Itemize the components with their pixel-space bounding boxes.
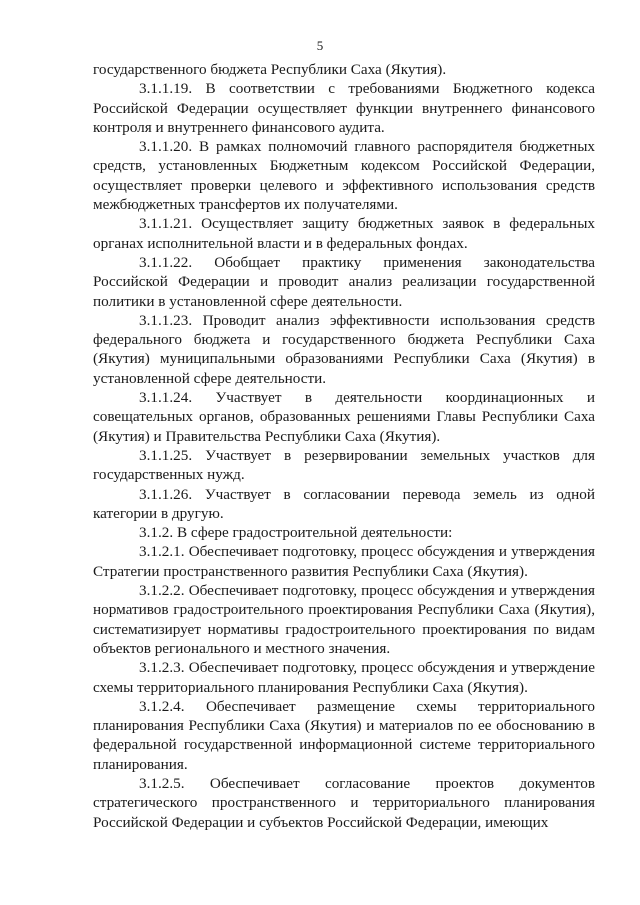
paragraph-3-1-1-19: 3.1.1.19. В соответствии с требованиями Бюджетного кодекса Российской Федерации осуществляет функции внутреннего финансового контроля и внутреннего финансового аудита. bbox=[93, 80, 595, 136]
paragraph-3-1-2-heading: 3.1.2. В сфере градостроительной деятельности: bbox=[139, 524, 453, 542]
paragraph-3-1-2-3: 3.1.2.3. Обеспечивает подготовку, процесс обсуждения и утверждение схемы территориального планирования Республики Саха (Якутия). bbox=[93, 659, 595, 696]
page-number: 5 bbox=[316, 38, 324, 53]
paragraph-3-1-2-1: 3.1.2.1. Обеспечивает подготовку, процесс обсуждения и утверждения Стратегии пространственного развития Республики Саха (Якутия). bbox=[93, 543, 595, 580]
paragraph-3-1-1-24: 3.1.1.24. Участвует в деятельности координационных и совещательных органов, образованных решениями Главы Республики Саха (Якутия) и Правительства Республики Саха (Якутия). bbox=[93, 389, 595, 445]
document-body bbox=[93, 60, 595, 832]
paragraph-3-1-1-26: 3.1.1.26. Участвует в согласовании перевода земель из одной категории в другую. bbox=[93, 485, 595, 522]
paragraph-3-1-1-20: 3.1.1.20. В рамках полномочий главного распорядителя бюджетных средств, установленных Бюджетным кодексом Российской Федерации, осуществляет проверки целевого и эффективного использования средств межбюджетных трансфертов их получателями. bbox=[93, 138, 595, 214]
paragraph-3-1-2-4: 3.1.2.4. Обеспечивает размещение схемы территориального планирования Республики Саха (Якутия) и материалов по ее обоснованию в федеральной государственной информационной системе территориального планирования. bbox=[93, 697, 595, 773]
paragraph-3-1-1-23: 3.1.1.23. Проводит анализ эффективности использования средств федерального бюджета и государственного бюджета Республики Саха (Якутия) муниципальными образованиями Республики Саха (Якутия) в установленной сфере деятельности. bbox=[93, 311, 595, 387]
paragraph-3-1-1-25: 3.1.1.25. Участвует в резервировании земельных участков для государственных нужд. bbox=[93, 446, 595, 484]
paragraph-3-1-2-5: 3.1.2.5. Обеспечивает согласование проектов документов стратегического пространственного и территориального планирования Российской Федерации и субъектов Российской Федерации, имеющих bbox=[93, 774, 595, 831]
paragraph-3-1-2-2: 3.1.2.2. Обеспечивает подготовку, процесс обсуждения и утверждения нормативов градостроительного проектирования Республики Саха (Якутия), систематизирует нормативы градостроительного проектирования по видам объектов регионального и местного значения. bbox=[93, 582, 595, 657]
paragraph-3-1-1-21: 3.1.1.21. Осуществляет защиту бюджетных заявок в федеральных органах исполнительной власти и в федеральных фондах. bbox=[93, 215, 595, 252]
paragraph-continuation: государственного бюджета Республики Саха (Якутия). bbox=[93, 61, 447, 78]
paragraph-3-1-1-22: 3.1.1.22. Обобщает практику применения законодательства Российской Федерации и проводит анализ реализации государственной политики в установленной сфере деятельности. bbox=[93, 253, 595, 310]
